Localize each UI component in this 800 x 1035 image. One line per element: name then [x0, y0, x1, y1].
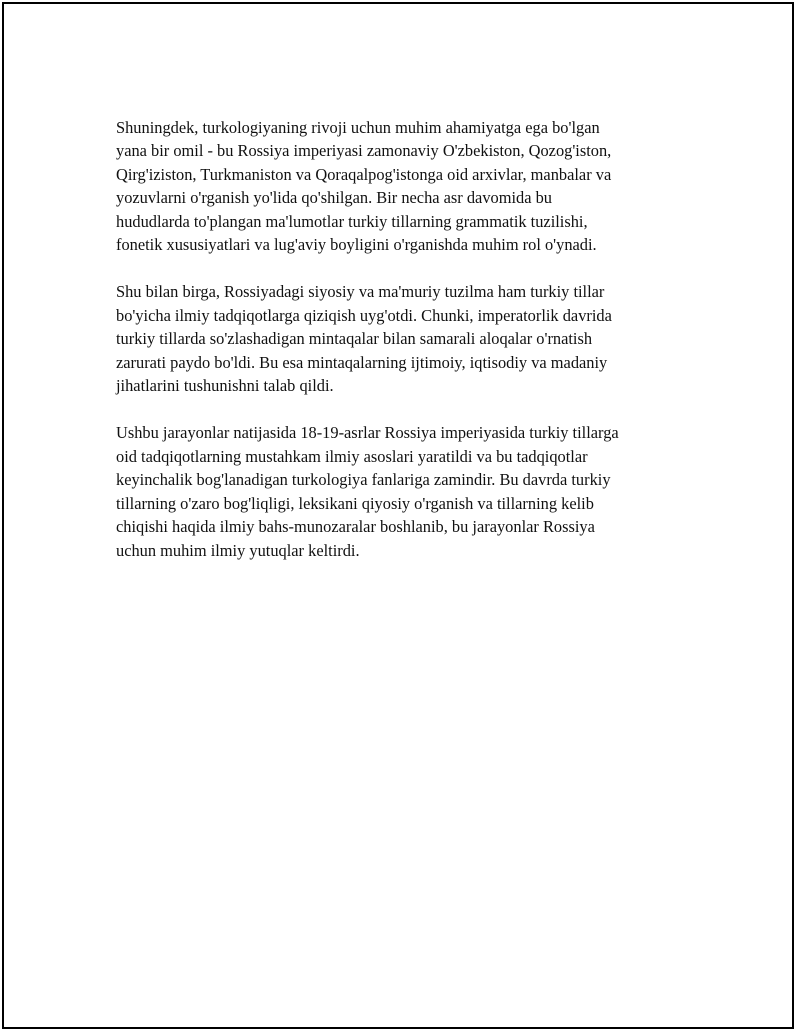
text-line: Shuningdek, turkologiyaning rivoji uchun muhim ahamiyatga ega bo'lgan	[116, 118, 600, 137]
text-line: keyinchalik bog'lanadigan turkologiya fanlariga zamindir. Bu davrda turkiy	[116, 470, 611, 490]
document-body	[116, 116, 696, 586]
paragraph-1	[116, 116, 696, 256]
text-line: Qirg'iziston, Turkmaniston va Qoraqalpog'istonga oid arxivlar, manbalar va	[116, 164, 612, 184]
text-line: jihatlarini tushunishni talab qildi.	[116, 376, 334, 396]
text-line: bo'yicha ilmiy tadqiqotlarga qiziqish uyg'otdi. Chunki, imperatorlik davrida	[116, 305, 612, 325]
text-line: turkiy tillarda so'zlashadigan mintaqalar bilan samarali aloqalar o'rnatish	[116, 329, 593, 349]
text-line: uchun muhim ilmiy yutuqlar keltirdi.	[116, 540, 360, 560]
text-line: oid tadqiqotlarning mustahkam ilmiy asoslari yaratildi va bu tadqiqotlar	[116, 446, 588, 466]
text-line: chiqishi haqida ilmiy bahs-munozaralar boshlanib, bu jarayonlar Rossiya	[116, 517, 595, 537]
text-line: hududlarda to'plangan ma'lumotlar turkiy tillarning grammatik tuzilishi,	[116, 211, 588, 231]
text-line: fonetik xususiyatlari va lug'aviy boyligini o'rganishda muhim rol o'ynadi.	[116, 235, 597, 255]
text-line: yana bir omil - bu Rossiya imperiyasi zamonaviy O'zbekiston, Qozog'iston,	[116, 141, 612, 161]
paragraph-3	[116, 421, 696, 561]
text-line: yozuvlarni o'rganish yo'lida qo'shilgan. Bir necha asr davomida bu	[116, 188, 552, 208]
text-line: Shu bilan birga, Rossiyadagi siyosiy va ma'muriy tuzilma ham turkiy tillar	[116, 282, 605, 302]
text-line: tillarning o'zaro bog'liqligi, leksikani qiyosiy o'rganish va tillarning kelib	[116, 493, 594, 513]
paragraph-2	[116, 280, 696, 397]
text-line: zarurati paydo bo'ldi. Bu esa mintaqalarning ijtimoiy, iqtisodiy va madaniy	[116, 352, 608, 372]
text-line: Ushbu jarayonlar natijasida 18-19-asrlar Rossiya imperiyasida turkiy tillarga	[116, 423, 619, 443]
